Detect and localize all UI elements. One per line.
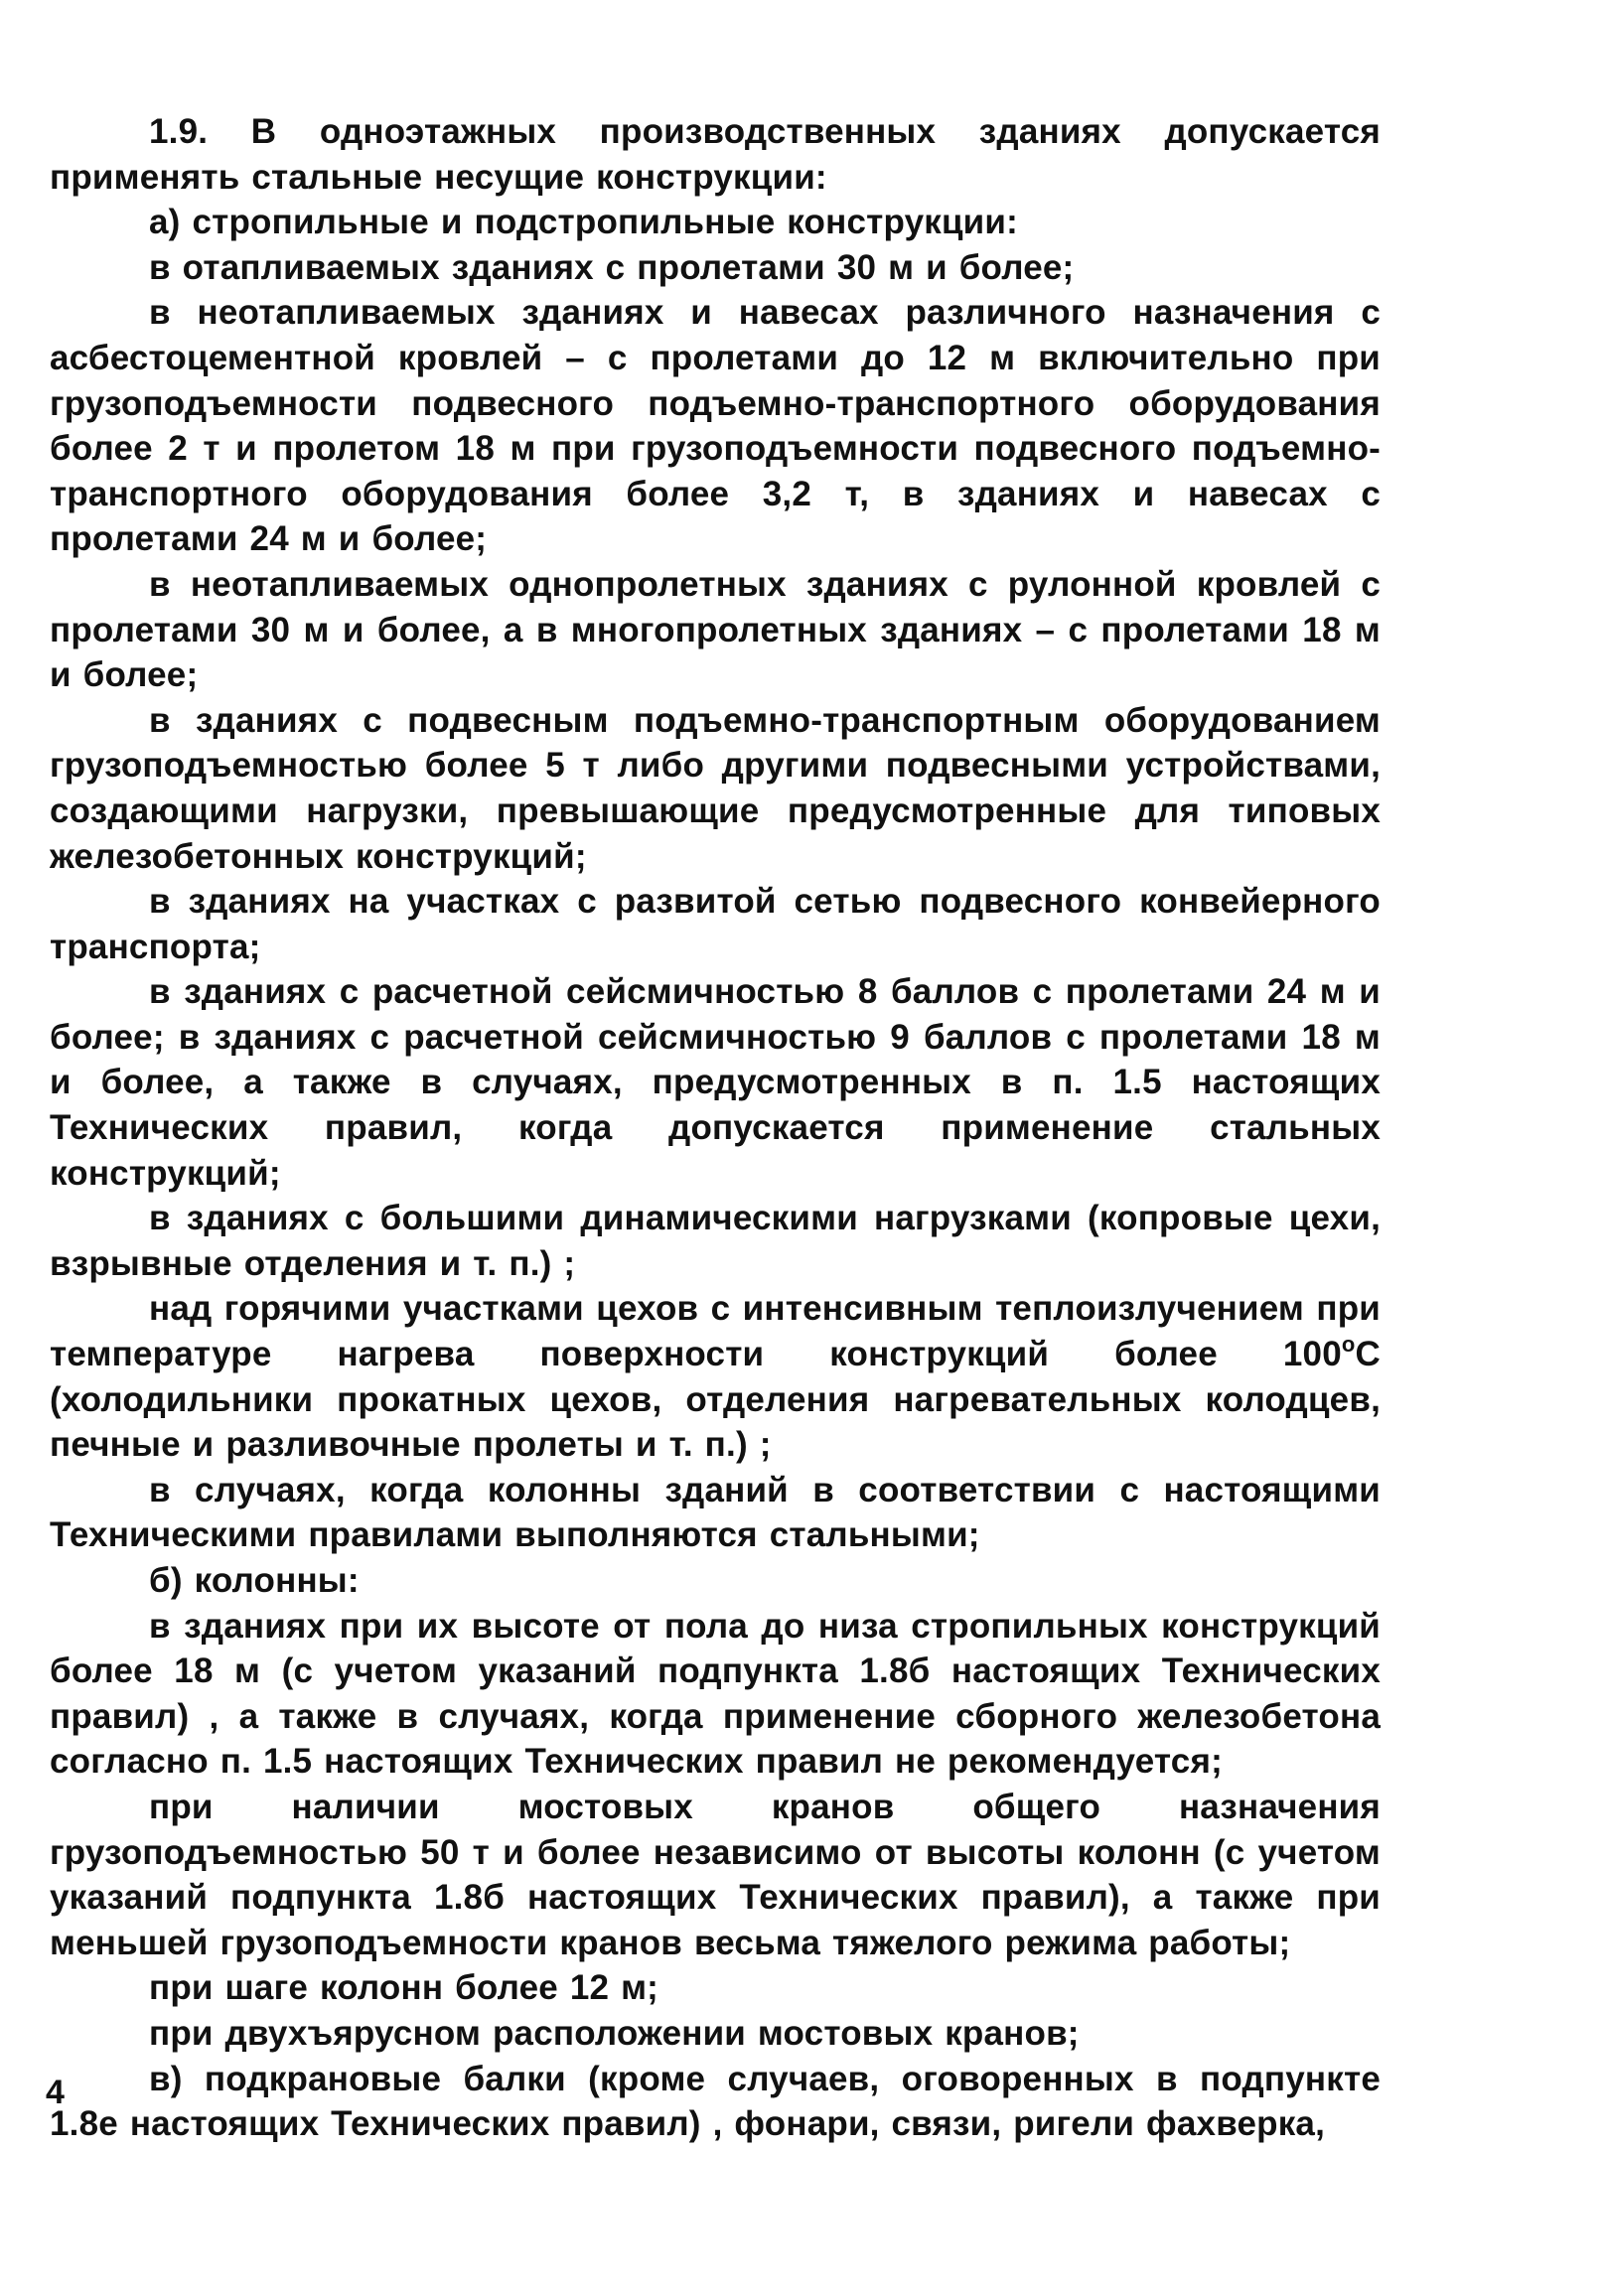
- document-body: [50, 109, 1381, 2147]
- clause-number: 1.9.: [149, 112, 209, 151]
- paragraph: при шаге колонн более 12 м;: [149, 1968, 659, 2008]
- paragraph: при двухъярусном расположении мостовых кранов;: [149, 2013, 1080, 2053]
- paragraph: в неотапливаемых однопролетных зданиях с рулонной кровлей с пролетами 30 м и более, а в многопролетных зданиях – с пролетами 18 м и более;: [50, 564, 1381, 695]
- paragraph: в отапливаемых зданиях с пролетами 30 м и более;: [149, 247, 1075, 287]
- paragraph-temperature: [50, 1286, 1381, 1467]
- subclause-a: а) стропильные и подстропильные конструкции:: [149, 203, 1018, 242]
- paragraph: в зданиях с большими динамическими нагрузками (копровые цехи, взрывные отделения и т. п.) ;: [50, 1199, 1381, 1283]
- degree-mark: о: [1341, 1332, 1356, 1358]
- paragraph: в зданиях с расчетной сейсмичностью 8 баллов с пролетами 24 м и более; в зданиях с расчетной сейсмичностью 9 баллов с пролетами 18 м и более, а также в случаях, предусмотренных в п. 1.5 настоящих Технических правил, когда допускается применение стальных конструкций;: [50, 972, 1381, 1193]
- paragraph: в зданиях при их высоте от пола до низа стропильных конструкций более 18 м (с учетом указаний подпункта 1.8б настоящих Технических правил) , а также в случаях, когда применение сборного железобетона согласно п. 1.5 настоящих Технических правил не рекомендуется;: [50, 1606, 1381, 1782]
- paragraph: в зданиях на участках с развитой сетью подвесного конвейерного транспорта;: [50, 882, 1381, 966]
- paragraph: в неотапливаемых зданиях и навесах различного назначения с асбестоцементной кровлей – с пролетами до 12 м включительно при грузоподъемности подвесного подъемно-транспортного оборудования более 2 т и пролетом 18 м при грузоподъемности подвесного подъемно-транспортного оборудования более 3,2 т, в зданиях и навесах с пролетами 24 м и более;: [50, 293, 1381, 559]
- page-number: 4: [46, 2074, 65, 2111]
- paragraph-text: С (холодильники прокатных цехов, отделения нагревательных колодцев, печные и разливочные пролеты и т. п.) ;: [50, 1335, 1381, 1465]
- paragraph: в зданиях с подвесным подъемно-транспортным оборудованием грузоподъемностью более 5 т либо другими подвесными устройствами, создающими нагрузки, превышающие предусмотренные для типовых железобетонных конструкций;: [50, 700, 1381, 876]
- paragraph-1-9: [50, 109, 1381, 200]
- paragraph: при наличии мостовых кранов общего назначения грузоподъемностью 50 т и более независимо от высоты колонн (с учетом указаний подпункта 1.8б настоящих Технических правил), а также при меньшей грузоподъемности кранов весьма тяжелого режима работы;: [50, 1787, 1381, 1962]
- subclause-v: в) подкрановые балки (кроме случаев, оговоренных в подпункте 1.8е настоящих Технических правил) , фонари, связи, ригели фахверка,: [50, 2059, 1381, 2144]
- paragraph: в случаях, когда колонны зданий в соответствии с настоящими Техническими правилами выполняются стальными;: [50, 1470, 1381, 1555]
- paragraph-text: В одноэтажных производственных зданиях допускается применять стальные несущие конструкции:: [50, 112, 1381, 197]
- subclause-b: б) колонны:: [149, 1561, 360, 1600]
- paragraph-text: над горячими участками цехов с интенсивным теплоизлучением при температуре нагрева поверхности конструкций более 100: [50, 1289, 1381, 1374]
